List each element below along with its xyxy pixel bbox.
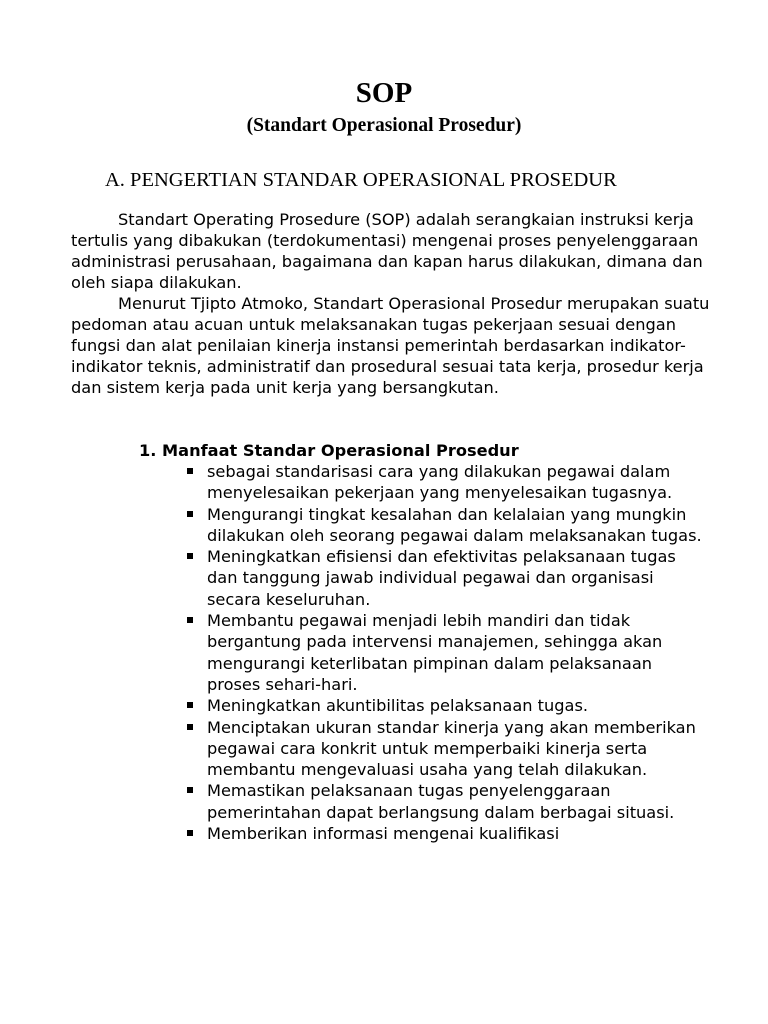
body-text <box>71 209 711 398</box>
list-item <box>185 717 705 781</box>
section-heading: A. PENGERTIAN STANDAR OPERASIONAL PROSEDUR <box>105 169 617 191</box>
list-item-text: sebagai standarisasi cara yang dilakukan pegawai dalam menyelesaikan pekerjaan yang menyelesaikan tugasnya. <box>207 462 673 503</box>
list-item <box>185 823 705 844</box>
list-item <box>185 695 705 716</box>
list-item-text: Meningkatkan akuntibilitas pelaksanaan tugas. <box>207 696 589 716</box>
list-item <box>185 504 705 547</box>
square-bullet-icon <box>187 787 193 793</box>
square-bullet-icon <box>187 724 193 730</box>
list-item-text: Memberikan informasi mengenai kualifikasi <box>207 824 560 844</box>
list-item <box>185 546 705 610</box>
list-item-text: Meningkatkan efisiensi dan efektivitas pelaksanaan tugas dan tanggung jawab individual pegawai dan organisasi secara keseluruhan. <box>207 547 676 609</box>
list-item <box>185 610 705 695</box>
paragraph: Standart Operating Prosedure (SOP) adalah serangkaian instruksi kerja tertulis yang dibakukan (terdokumentasi) mengenai proses penyelenggaraan administrasi perusahaan, bagaimana dan kapan harus dilakukan, dimana dan oleh siapa dilakukan. <box>71 210 703 292</box>
square-bullet-icon <box>187 617 193 623</box>
list-item-text: Menciptakan ukuran standar kinerja yang akan memberikan pegawai cara konkrit untuk memperbaiki kinerja serta membantu mengevaluasi usaha yang telah dilakukan. <box>207 717 696 780</box>
list-item-text: Memastikan pelaksanaan tugas penyelenggaraan pemerintahan dapat berlangsung dalam berbagai situasi. <box>207 781 675 822</box>
list-item <box>185 780 705 823</box>
list-item <box>185 461 705 504</box>
paragraph: Menurut Tjipto Atmoko, Standart Operasional Prosedur merupakan suatu pedoman atau acuan untuk melaksanakan tugas pekerjaan sesuai dengan fungsi dan alat penilaian kinerja instansi pemerintah berdasarkan indikator-indikator teknis, administratif dan prosedural sesuai tata kerja, prosedur kerja dan sistem kerja pada unit kerja yang bersangkutan. <box>71 294 710 397</box>
list-item-text: Mengurangi tingkat kesalahan dan kelalaian yang mungkin dilakukan oleh seorang pegawai dalam melaksanakan tugas. <box>207 504 702 545</box>
document-subtitle: (Standart Operasional Prosedur) <box>246 115 522 136</box>
square-bullet-icon <box>187 511 193 517</box>
list-heading: 1. Manfaat Standar Operasional Prosedur <box>139 441 519 460</box>
benefits-list <box>185 461 705 844</box>
square-bullet-icon <box>187 702 193 708</box>
square-bullet-icon <box>187 830 193 836</box>
list-item-text: Membantu pegawai menjadi lebih mandiri dan tidak bergantung pada intervensi manajemen, sehingga akan mengurangi keterlibatan pimpinan dalam pelaksanaan proses sehari-hari. <box>207 611 663 694</box>
square-bullet-icon <box>187 468 193 474</box>
document-title: SOP <box>355 77 413 109</box>
square-bullet-icon <box>187 553 193 559</box>
